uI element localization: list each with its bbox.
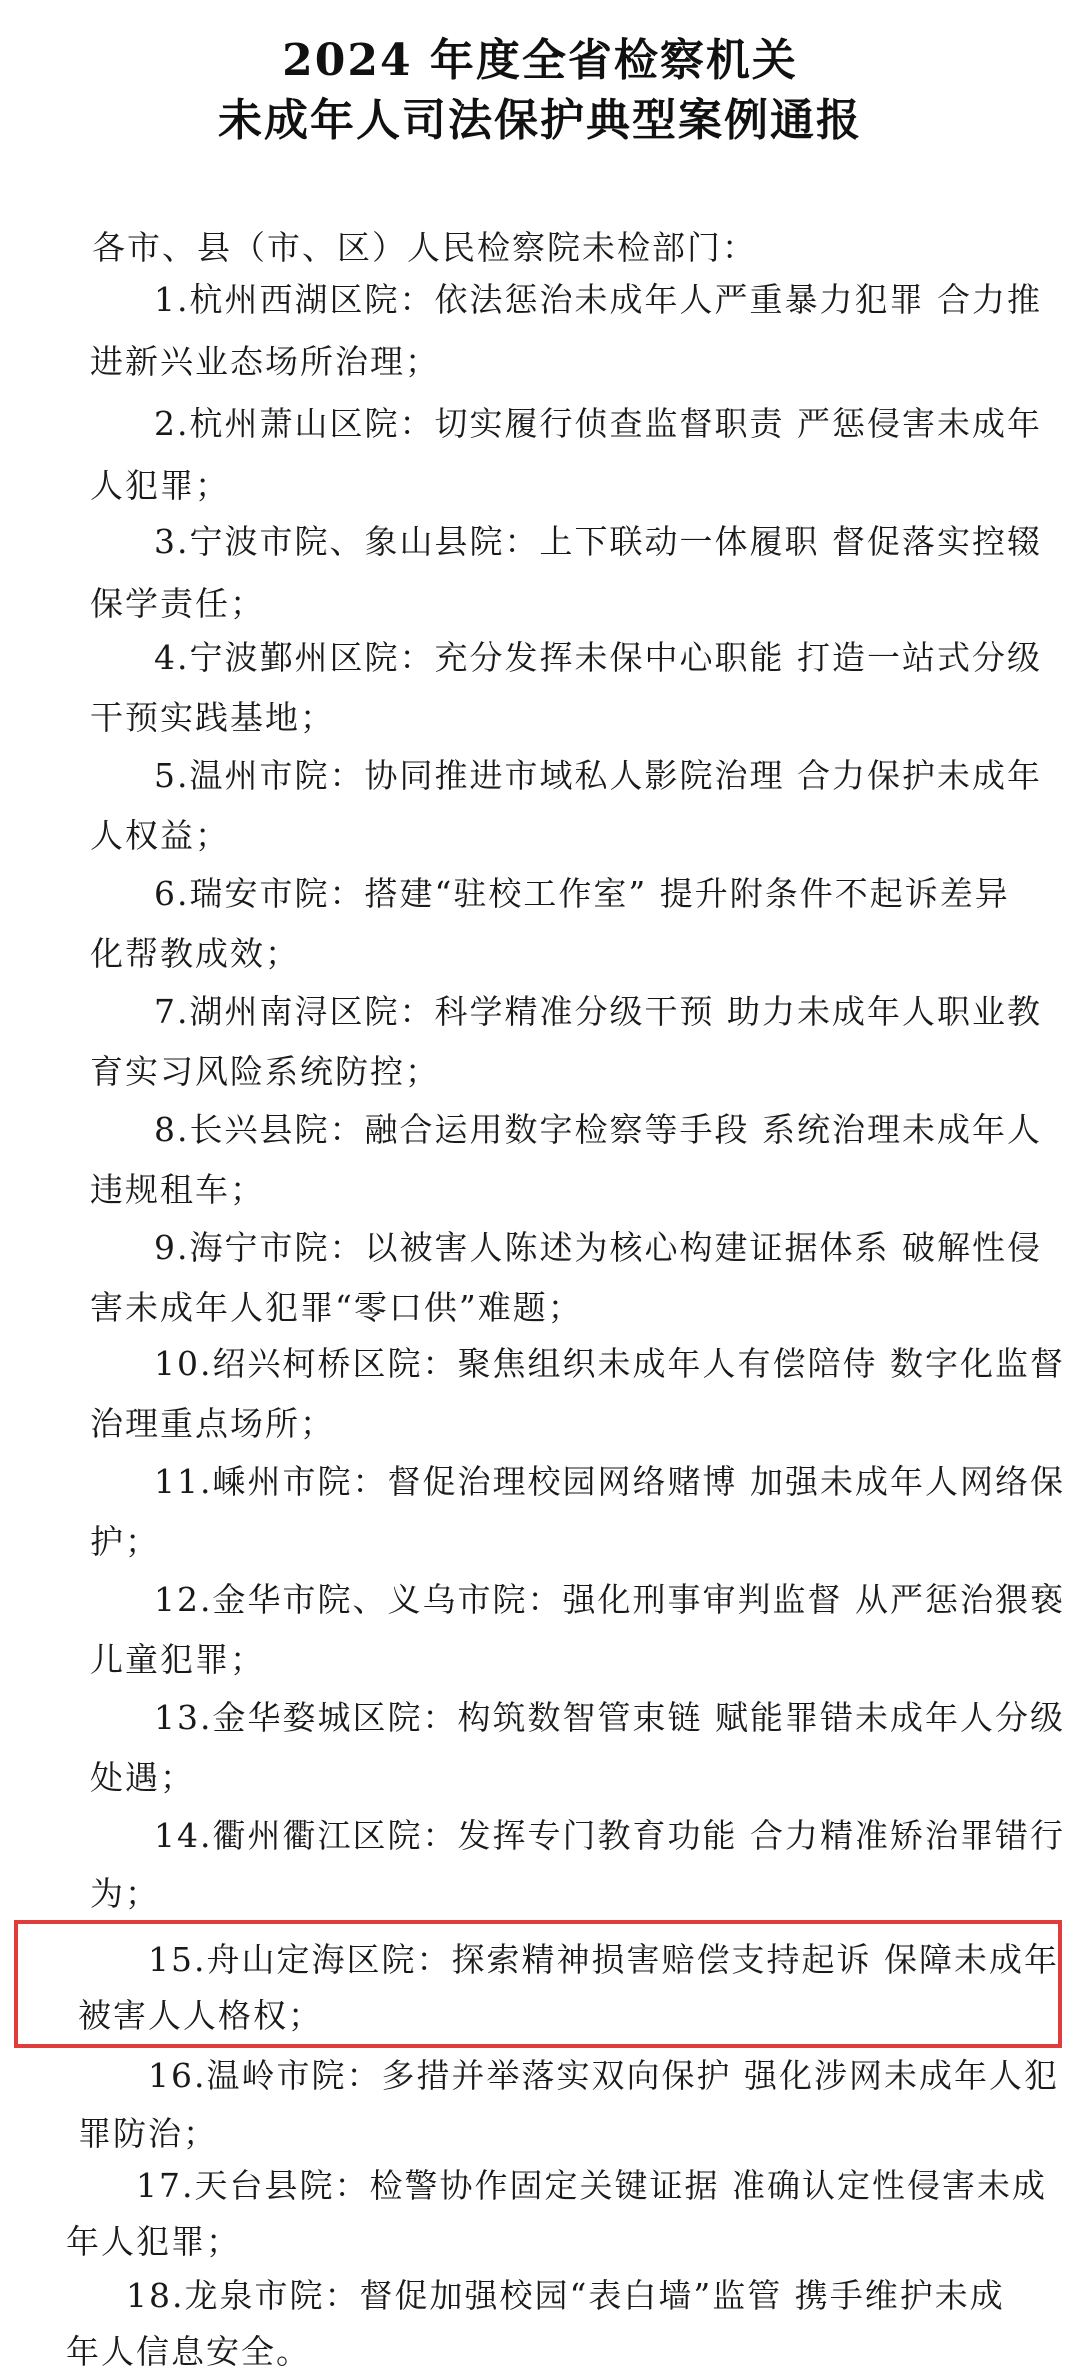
case-13-line-1: 13.金华婺城区院：构筑数智管束链 赋能罪错未成年人分级 [154,1698,1065,1737]
case-5-line-2: 人权益； [90,816,230,855]
case-9-line-1: 9.海宁市院：以被害人陈述为核心构建证据体系 破解性侵 [154,1228,1042,1267]
case-11-line-2: 护； [90,1522,160,1561]
case-13-line-2: 处遇； [90,1758,195,1797]
case-6-line-1: 6.瑞安市院：搭建“驻校工作室” 提升附条件不起诉差异 [154,874,1010,913]
case-1-line-2: 进新兴业态场所治理； [90,342,440,381]
case-14-line-1: 14.衢州衢江区院：发挥专门教育功能 合力精准矫治罪错行 [154,1816,1065,1855]
case-12-line-1: 12.金华市院、义乌市院：强化刑事审判监督 从严惩治猥亵 [154,1580,1065,1619]
salutation: 各市、县（市、区）人民检察院未检部门： [92,228,757,267]
case-2-line-2: 人犯罪； [90,466,230,505]
case-8-line-1: 8.长兴县院：融合运用数字检察等手段 系统治理未成年人 [154,1110,1042,1149]
case-7-line-1: 7.湖州南浔区院：科学精准分级干预 助力未成年人职业教 [154,992,1042,1031]
case-5-line-1: 5.温州市院：协同推进市域私人影院治理 合力保护未成年 [154,756,1042,795]
case-15-line-2: 被害人人格权； [78,1996,323,2035]
case-8-line-2: 违规租车； [90,1170,265,1209]
case-3-line-2: 保学责任； [90,584,265,623]
case-7-line-2: 育实习风险系统防控； [90,1052,440,1091]
title-line-2: 未成年人司法保护典型案例通报 [218,95,862,146]
case-10-line-1: 10.绍兴柯桥区院：聚焦组织未成年人有偿陪侍 数字化监督 [154,1344,1065,1383]
case-17-line-1: 17.天台县院：检警协作固定关键证据 准确认定性侵害未成 [136,2166,1047,2205]
case-12-line-2: 儿童犯罪； [90,1640,265,1679]
case-1-line-1: 1.杭州西湖区院：依法惩治未成年人严重暴力犯罪 合力推 [154,280,1042,319]
title-line-1: 2024 年度全省检察机关 [282,35,798,86]
case-16-line-1: 16.温岭市院：多措并举落实双向保护 强化涉网未成年人犯 [148,2056,1059,2095]
case-18-line-1: 18.龙泉市院：督促加强校园“表白墙”监管 携手维护未成 [126,2276,1005,2315]
case-18-line-2: 年人信息安全。 [66,2332,311,2371]
case-3-line-1: 3.宁波市院、象山县院：上下联动一体履职 督促落实控辍 [154,522,1042,561]
case-9-line-2: 害未成年人犯罪“零口供”难题； [90,1288,583,1327]
case-2-line-1: 2.杭州萧山区院：切实履行侦查监督职责 严惩侵害未成年 [154,404,1042,443]
case-4-line-2: 干预实践基地； [90,698,335,737]
case-14-line-2: 为； [90,1874,160,1913]
case-6-line-2: 化帮教成效； [90,934,300,973]
case-17-line-2: 年人犯罪； [66,2222,241,2261]
case-11-line-1: 11.嵊州市院：督促治理校园网络赌博 加强未成年人网络保 [154,1462,1065,1501]
case-10-line-2: 治理重点场所； [90,1404,335,1443]
case-15-line-1: 15.舟山定海区院：探索精神损害赔偿支持起诉 保障未成年 [148,1940,1059,1979]
case-4-line-1: 4.宁波鄞州区院：充分发挥未保中心职能 打造一站式分级 [154,638,1042,677]
case-16-line-2: 罪防治； [78,2114,218,2153]
